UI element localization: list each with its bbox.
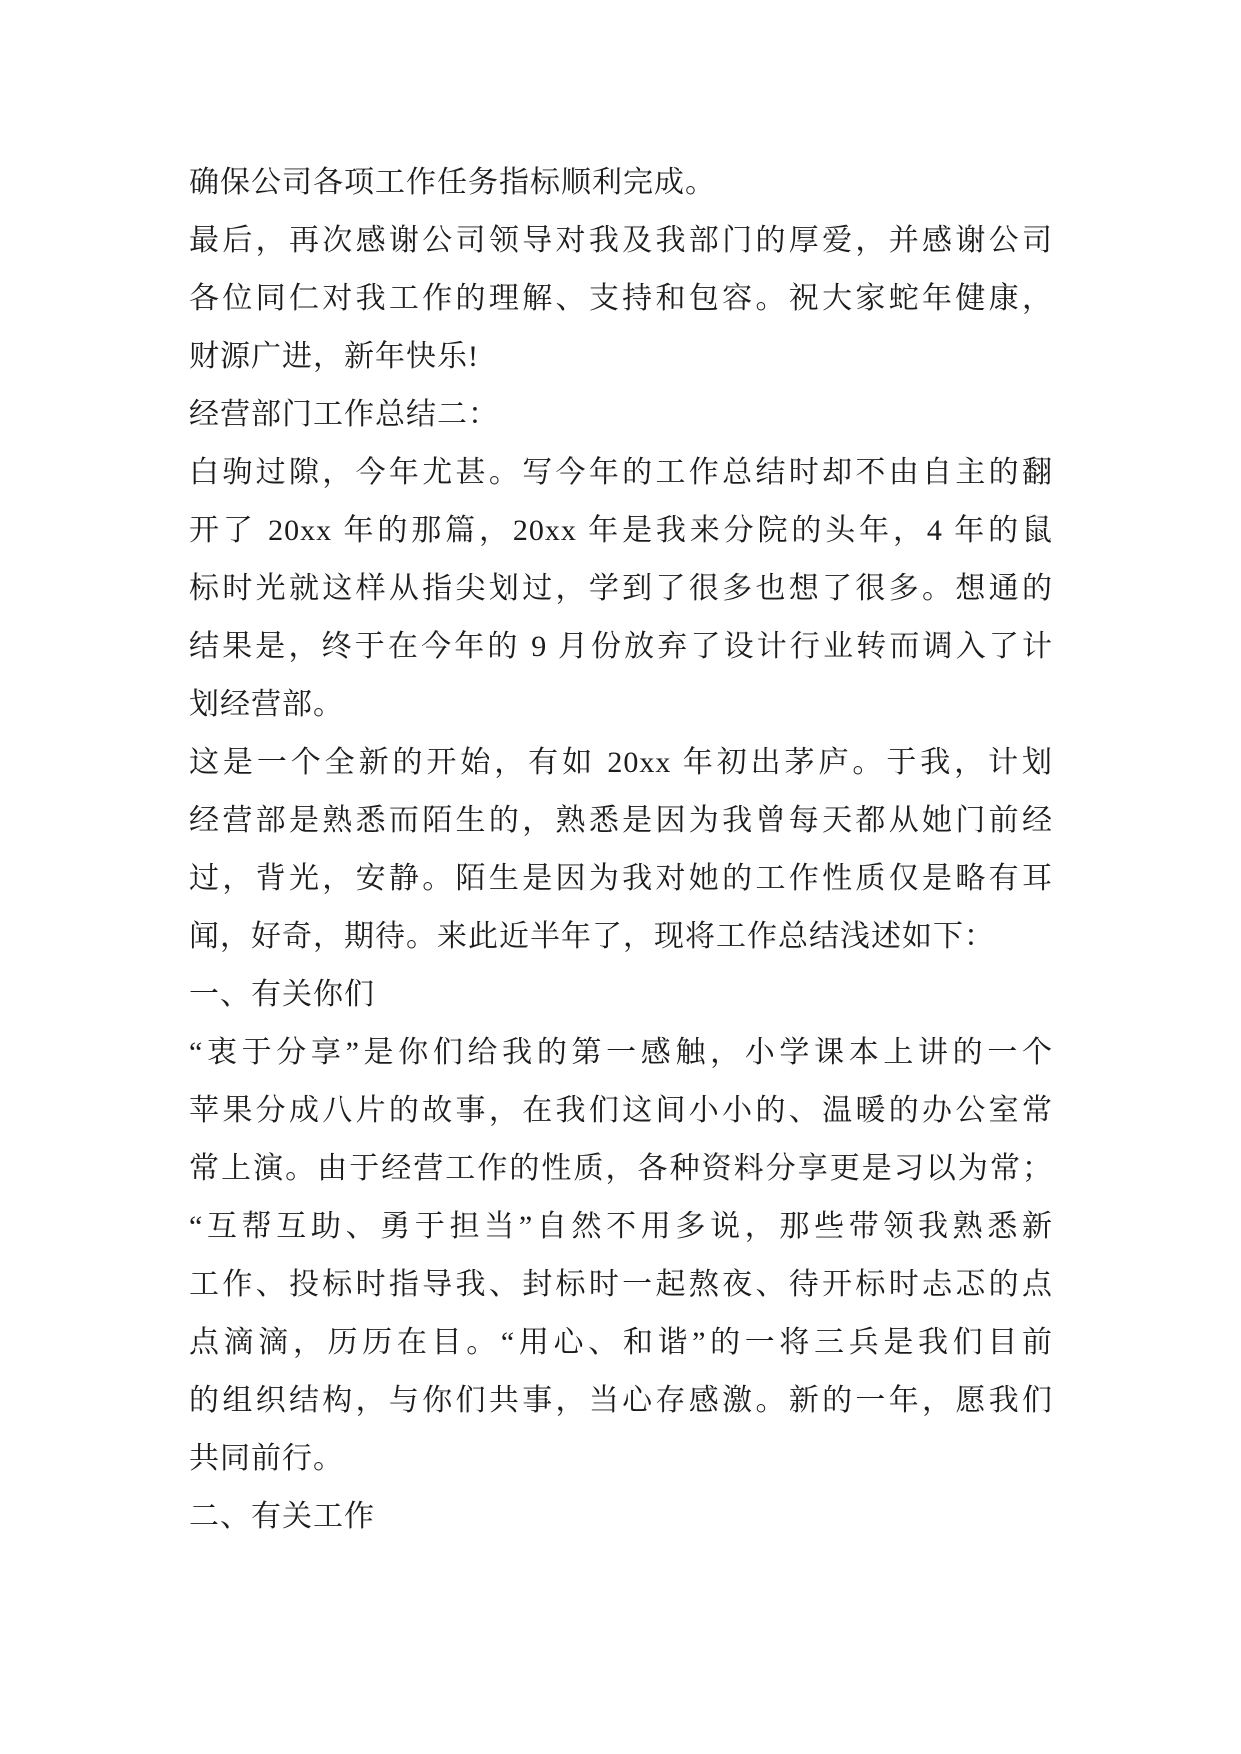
paragraph	[189, 734, 1053, 966]
text-line: 最后，再次感谢公司领导对我及我部门的厚爱，并感谢公司	[189, 224, 1053, 257]
heading-text: 二、有关工作	[189, 1500, 375, 1533]
text-line: 确保公司各项工作任务指标顺利完成。	[189, 166, 716, 199]
section-heading	[189, 966, 1053, 1024]
paragraph	[189, 154, 1053, 212]
text-line: 财源广进，新年快乐!	[189, 340, 479, 373]
document-body	[189, 154, 1053, 1546]
heading-text: 一、有关你们	[189, 978, 375, 1011]
text-line: 开了 20xx 年的那篇，20xx 年是我来分院的头年，4 年的鼠	[189, 514, 1053, 547]
text-line: 结果是，终于在今年的 9 月份放弃了设计行业转而调入了计	[189, 630, 1053, 663]
paragraph	[189, 444, 1053, 734]
text-line: 白驹过隙，今年尤甚。写今年的工作总结时却不由自主的翻	[189, 456, 1053, 489]
text-line: 的组织结构，与你们共事，当心存感激。新的一年，愿我们	[189, 1384, 1053, 1417]
text-line: 闻，好奇，期待。来此近半年了，现将工作总结浅述如下：	[189, 920, 995, 953]
text-line: 苹果分成八片的故事，在我们这间小小的、温暖的办公室常	[189, 1094, 1053, 1127]
text-line: 标时光就这样从指尖划过，学到了很多也想了很多。想通的	[189, 572, 1053, 605]
text-line: 过，背光，安静。陌生是因为我对她的工作性质仅是略有耳	[189, 862, 1053, 895]
text-line: “衷于分享”是你们给我的第一感触，小学课本上讲的一个	[189, 1036, 1053, 1069]
paragraph	[189, 1024, 1053, 1488]
text-line: 各位同仁对我工作的理解、支持和包容。祝大家蛇年健康，	[189, 282, 1053, 315]
section-heading	[189, 386, 1053, 444]
text-line: “互帮互助、勇于担当”自然不用多说，那些带领我熟悉新	[189, 1210, 1053, 1243]
section-heading	[189, 1488, 1053, 1546]
heading-text: 经营部门工作总结二：	[189, 398, 499, 431]
paragraph	[189, 212, 1053, 386]
text-line: 点滴滴，历历在目。“用心、和谐”的一将三兵是我们目前	[189, 1326, 1053, 1359]
text-line: 这是一个全新的开始，有如 20xx 年初出茅庐。于我，计划	[189, 746, 1053, 779]
text-line: 工作、投标时指导我、封标时一起熬夜、待开标时忐忑的点	[189, 1268, 1053, 1301]
text-line: 划经营部。	[189, 688, 344, 721]
text-line: 共同前行。	[189, 1442, 344, 1475]
text-line: 经营部是熟悉而陌生的，熟悉是因为我曾每天都从她门前经	[189, 804, 1053, 837]
text-line: 常上演。由于经营工作的性质，各种资料分享更是习以为常；	[189, 1152, 1053, 1185]
